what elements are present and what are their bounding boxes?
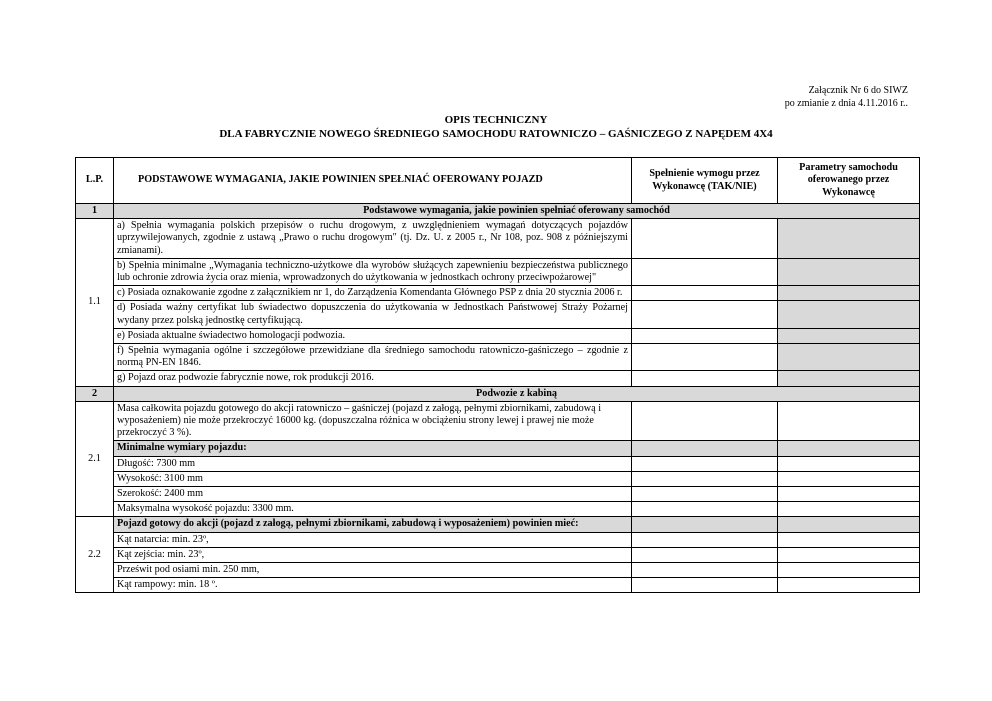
- parameters-cell[interactable]: [778, 471, 920, 486]
- table-row: [76, 547, 920, 562]
- requirement-text: f) Spełnia wymagania ogólne i szczegółowe przewidziane dla średniego samochodu ratowniczo-gaśniczego – zgodnie z normą PN-EN 1846.: [114, 344, 632, 371]
- row-lp-1-1: 1.1: [76, 219, 114, 386]
- fulfilment-cell[interactable]: [632, 487, 778, 502]
- parameters-cell[interactable]: [778, 532, 920, 547]
- parameters-cell[interactable]: [778, 456, 920, 471]
- fulfilment-cell[interactable]: [632, 547, 778, 562]
- table-row: [76, 578, 920, 593]
- row-lp-2-1: 2.1: [76, 401, 114, 517]
- fulfilment-cell[interactable]: [632, 258, 778, 285]
- requirement-text: Masa całkowita pojazdu gotowego do akcji ratowniczo – gaśniczej (pojazd z załogą, pełnymi zbiornikami, zabudową i wyposażeniem) nie może przekroczyć 16000 kg. (dopuszczalna różnica w obciążeniu strony lewej i prawej nie może przekroczyć 3 %).: [114, 401, 632, 441]
- section-number: 1: [76, 204, 114, 219]
- fulfilment-cell[interactable]: [632, 328, 778, 343]
- table-row: [76, 344, 920, 371]
- table-row: [76, 517, 920, 532]
- table-row: [76, 401, 920, 441]
- requirement-text: b) Spełnia minimalne „Wymagania techniczno-użytkowe dla wyrobów służących zapewnieniu bezpieczeństwa publicznego lub ochronie zdrowia życia oraz mienia, wprowadzonych do użytkowania w jednostkach ochrony przeciwpożarowej": [114, 258, 632, 285]
- requirement-text: Kąt zejścia: min. 23º,: [114, 547, 632, 562]
- parameters-cell: [778, 344, 920, 371]
- table-row: [76, 371, 920, 386]
- section-number: 2: [76, 386, 114, 401]
- table-row: [76, 532, 920, 547]
- requirement-text: Wysokość: 3100 mm: [114, 471, 632, 486]
- header-fulfilment: Spełnienie wymogu przez Wykonawcę (TAK/NIE): [632, 158, 778, 204]
- table-row: [76, 286, 920, 301]
- header-requirements: PODSTAWOWE WYMAGANIA, JAKIE POWINIEN SPEŁNIAĆ OFEROWANY POJAZD: [114, 158, 632, 204]
- fulfilment-cell[interactable]: [632, 563, 778, 578]
- requirement-text: a) Spełnia wymagania polskich przepisów o ruchu drogowym, z uwzględnieniem wymagań dotyczących pojazdów uprzywilejowanych, zgodnie z ustawą „Prawo o ruchu drogowym" (tj. Dz. U. z 2005 r., Nr 108, poz. 908 z późniejszymi zmianami).: [114, 219, 632, 259]
- fulfilment-cell[interactable]: [632, 371, 778, 386]
- table-row: [76, 219, 920, 259]
- parameters-cell: [778, 517, 920, 532]
- requirement-text: Długość: 7300 mm: [114, 456, 632, 471]
- header-parameters: Parametry samochodu oferowanego przez Wykonawcę: [778, 158, 920, 204]
- table-header-row: [76, 158, 920, 204]
- section-title: Podstawowe wymagania, jakie powinien spełniać oferowany samochód: [114, 204, 920, 219]
- parameters-cell[interactable]: [778, 578, 920, 593]
- parameters-cell[interactable]: [778, 401, 920, 441]
- parameters-cell: [778, 371, 920, 386]
- table-row: [76, 502, 920, 517]
- requirement-text: g) Pojazd oraz podwozie fabrycznie nowe, rok produkcji 2016.: [114, 371, 632, 386]
- table-row: [76, 441, 920, 456]
- parameters-cell[interactable]: [778, 487, 920, 502]
- attachment-line-2: po zmianie z dnia 4.11.2016 r..: [784, 98, 908, 109]
- table-row: [76, 471, 920, 486]
- fulfilment-cell[interactable]: [632, 401, 778, 441]
- table-row: [76, 487, 920, 502]
- fulfilment-cell[interactable]: [632, 301, 778, 328]
- requirement-text: Kąt rampowy: min. 18 º.: [114, 578, 632, 593]
- parameters-cell: [778, 441, 920, 456]
- parameters-cell: [778, 328, 920, 343]
- fulfilment-cell[interactable]: [632, 502, 778, 517]
- requirement-text: Szerokość: 2400 mm: [114, 487, 632, 502]
- section-row-1: [76, 204, 920, 219]
- parameters-cell[interactable]: [778, 563, 920, 578]
- table-row: [76, 456, 920, 471]
- fulfilment-cell[interactable]: [632, 286, 778, 301]
- parameters-cell: [778, 219, 920, 259]
- fulfilment-cell[interactable]: [632, 532, 778, 547]
- table-row: [76, 563, 920, 578]
- fulfilment-cell[interactable]: [632, 578, 778, 593]
- requirements-table: [75, 157, 920, 593]
- fulfilment-cell[interactable]: [632, 344, 778, 371]
- fulfilment-cell: [632, 517, 778, 532]
- header-lp: L.P.: [76, 158, 114, 204]
- attachment-line-1: Załącznik Nr 6 do SIWZ: [808, 85, 908, 96]
- table-row: [76, 301, 920, 328]
- document-subtitle: DLA FABRYCZNIE NOWEGO ŚREDNIEGO SAMOCHODU RATOWNICZO – GAŚNICZEGO Z NAPĘDEM 4X4: [219, 128, 773, 140]
- fulfilment-cell[interactable]: [632, 471, 778, 486]
- table-row: [76, 328, 920, 343]
- fulfilment-cell: [632, 441, 778, 456]
- requirement-text: Kąt natarcia: min. 23º,: [114, 532, 632, 547]
- fulfilment-cell[interactable]: [632, 456, 778, 471]
- parameters-cell: [778, 286, 920, 301]
- requirement-text: Prześwit pod osiami min. 250 mm,: [114, 563, 632, 578]
- parameters-cell: [778, 258, 920, 285]
- parameters-cell[interactable]: [778, 547, 920, 562]
- requirement-text: d) Posiada ważny certyfikat lub świadectwo dopuszczenia do użytkowania w Jednostkach Państwowej Straży Pożarnej wydany przez polską jednostkę certyfikującą.: [114, 301, 632, 328]
- requirement-text: e) Posiada aktualne świadectwo homologacji podwozia.: [114, 328, 632, 343]
- requirement-text: Maksymalna wysokość pojazdu: 3300 mm.: [114, 502, 632, 517]
- section-row-2: [76, 386, 920, 401]
- table-row: [76, 258, 920, 285]
- subheader-text: Pojazd gotowy do akcji (pojazd z załogą, pełnymi zbiornikami, zabudową i wyposażeniem) powinien mieć:: [114, 517, 632, 532]
- section-title: Podwozie z kabiną: [114, 386, 920, 401]
- document-title: OPIS TECHNICZNY: [444, 114, 548, 126]
- fulfilment-cell[interactable]: [632, 219, 778, 259]
- subheader-text: Minimalne wymiary pojazdu:: [114, 441, 632, 456]
- parameters-cell[interactable]: [778, 502, 920, 517]
- parameters-cell: [778, 301, 920, 328]
- row-lp-2-2: 2.2: [76, 517, 114, 593]
- attachment-note: [785, 84, 908, 110]
- requirement-text: c) Posiada oznakowanie zgodne z załącznikiem nr 1, do Zarządzenia Komendanta Głównego PSP z dnia 20 stycznia 2006 r.: [114, 286, 632, 301]
